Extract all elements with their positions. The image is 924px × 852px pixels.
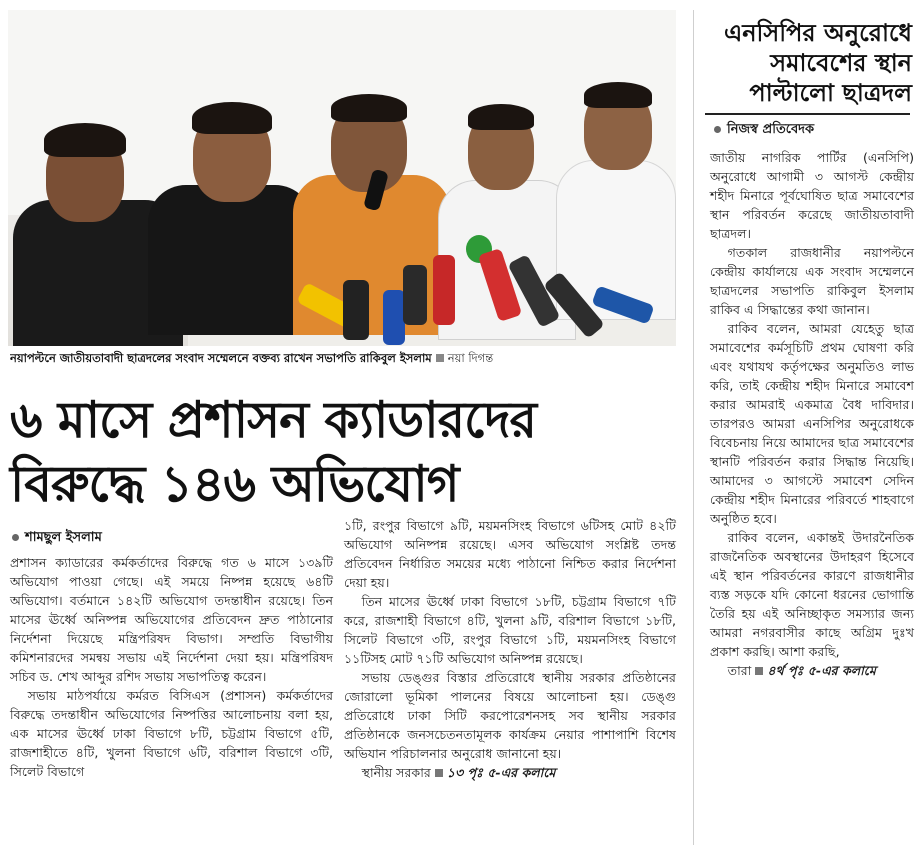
- continued-text: ১৩ পৃঃ ৫-এর কলামে: [446, 765, 556, 780]
- photo-person: [556, 80, 676, 320]
- article-paragraph: সভায় মাঠপর্যায়ে কর্মরত বিসিএস (প্রশাসন) কর্মকর্তাদের বিরুদ্ধে তদন্তাধীন অভিযোগের নিষ্পত্তির আলোচনায় বলা হয়, এক মাসের ঊর্ধ্বে ঢাকা বিভাগে ৮টি, চট্টগ্রাম বিভাগে ৫টি, রাজশাহীতে ৪টি, খুলনা বিভাগে ৬টি, বরিশাল বিভাগে ৩টি, সিলেট বিভাগে: [10, 688, 333, 779]
- side-byline: [714, 120, 814, 141]
- press-conference-photo: [8, 10, 676, 346]
- article-paragraph: রাকিব বলেন, আমরা যেহেতু ছাত্র সমাবেশের কর্মসূচিটি প্রথম ঘোষণা করি এবং যথাযথ কর্তৃপক্ষের অনুমতিও লাভ করি, তাই কেন্দ্রীয় শহীদ মিনারে সমাবেশ করার আমরাই একমাত্র বৈধ দাবিদার। তারপরও আমরা এনসিপির অনুরোধকে বিবেচনায় নিয়ে আমাদের ছাত্র সমাবেশের স্থানটি পরিবর্তন করার সিদ্ধান্ত নিয়েছি। আমাদের ৩ আগস্টে সমাবেশ সেদিন কেন্দ্রীয় শহীদ মিনারের পরিবর্তে শাহবাগে অনুষ্ঠিত হবে।: [710, 321, 914, 526]
- side-headline: [700, 18, 912, 108]
- article-paragraph: সভায় ডেঙ্গুর বিস্তার প্রতিরোধে স্থানীয় সরকার প্রতিষ্ঠানের জোরালো ভূমিকা পালনের বিষয়ে আলোচনা হয়। ডেঙ্গু প্রতিরোধে ঢাকা সিটি করপোরেশনসহ সব স্থানীয় সরকার প্রতিষ্ঠানকে জনসচেতনতামূলক কার্যক্রম নেয়ার পাশাপাশি বিশেষ অভিযান পরিচালনার অনুরোধ জানানো হয়।: [344, 670, 676, 761]
- article-column-1: [10, 553, 333, 781]
- square-bullet-icon: [435, 769, 443, 777]
- photo-credit: নয়া দিগন্ত: [447, 351, 494, 365]
- square-bullet-icon: [436, 354, 444, 362]
- headline-line: ৬ মাসে প্রশাসন ক্যাডারদের: [10, 390, 537, 449]
- article-paragraph: তিন মাসের ঊর্ধ্বে ঢাকা বিভাগে ১৮টি, চট্টগ্রাম বিভাগে ৭টি করে, রাজশাহী বিভাগে ৪টি, খুলনা ৯টি, বরিশাল বিভাগে ১৮টি, সিলেট বিভাগে ৩টি, রংপুর বিভাগে ১টি, ময়মনসিংহ বিভাগে ১১টিসহ মোট ৭১টি অভিযোগ অনিষ্পন্ন রয়েছে।: [344, 594, 676, 666]
- headline-line: এনসিপির অনুরোধে: [723, 18, 912, 47]
- continued-link[interactable]: [751, 663, 876, 678]
- headline-rule: [705, 113, 910, 115]
- bullet-icon: [714, 126, 721, 133]
- headline-line: বিরুদ্ধে ১৪৬ অভিযোগ: [10, 454, 459, 513]
- article-tail: তারা: [727, 663, 752, 678]
- microphone: [383, 290, 405, 345]
- main-byline: [12, 528, 102, 549]
- column-divider: [693, 10, 694, 845]
- headline-line: পাল্টালো ছাত্রদল: [749, 78, 912, 107]
- byline-name: শামছুল ইসলাম: [25, 530, 102, 545]
- continued-link[interactable]: [431, 765, 556, 780]
- caption-text: নয়াপল্টনে জাতীয়তাবাদী ছাত্রদলের সংবাদ সম্মেলনে বক্তব্য রাখেন সভাপতি রাকিবুল ইসলাম: [10, 351, 432, 365]
- microphone: [403, 265, 427, 325]
- article-column-2: [344, 516, 676, 782]
- article-tail: স্থানীয় সরকার: [361, 765, 431, 780]
- continued-text: ৪র্থ পৃঃ ৫-এর কলামে: [767, 663, 876, 678]
- article-paragraph: ১টি, রংপুর বিভাগে ৯টি, ময়মনসিংহ বিভাগে ৬টিসহ মোট ৪২টি অভিযোগ অনিষ্পন্ন রয়েছে। এসব অভিযোগ সংশ্লিষ্ট তদন্ত প্রতিবেদন নির্ধারিত সময়ের মধ্যে পাঠানো নিশ্চিত করার নির্দেশনা দেয়া হয়।: [344, 518, 676, 590]
- microphone: [433, 255, 455, 325]
- photo-caption: [10, 350, 678, 368]
- main-headline: [10, 388, 670, 516]
- article-paragraph: জাতীয় নাগরিক পার্টির (এনসিপি) অনুরোধে আগামী ৩ আগস্ট কেন্দ্রীয় শহীদ মিনারে পূর্বঘোষিত ছাত্র সমাবেশের স্থান পরিবর্তন করেছে জাতীয়তাবাদী ছাত্রদল।: [710, 150, 914, 241]
- article-paragraph: রাকিব বলেন, একান্তই উদারনৈতিক রাজনৈতিক অবস্থানের উদাহরণ হিসেবে এই স্থান পরিবর্তনের কারণে রাজধানীর ব্যস্ত সড়কে যদি কোনো ধরনের ভোগান্তি তৈরি হয় এই অনিচ্ছাকৃত সমস্যার জন্য আমরা নগরবাসীর কাছে অগ্রিম দুঃখ প্রকাশ করছি। আশা করছি,: [710, 530, 914, 659]
- bullet-icon: [12, 534, 19, 541]
- article-paragraph: গতকাল রাজধানীর নয়াপল্টনে কেন্দ্রীয় কার্যালয়ে এক সংবাদ সম্মেলনে ছাত্রদলের সভাপতি রাকিবুল ইসলাম রাকিব এ সিদ্ধান্তের কথা জানান।: [710, 245, 914, 317]
- microphone: [343, 280, 369, 340]
- side-article-column: [710, 148, 914, 680]
- headline-line: সমাবেশের স্থান: [770, 48, 912, 77]
- byline-name: নিজস্ব প্রতিবেদক: [727, 122, 815, 137]
- square-bullet-icon: [755, 667, 763, 675]
- article-paragraph: প্রশাসন ক্যাডারের কর্মকর্তাদের বিরুদ্ধে গত ৬ মাসে ১৩৯টি অভিযোগ পাওয়া গেছে। এই সময়ে নিষ্পন্ন হয়েছে ৬৪টি অভিযোগ। বর্তমানে ১৪২টি অভিযোগ তদন্তাধীন রয়েছে। তিন মাসের ঊর্ধ্বে অনিষ্পন্ন অভিযোগের প্রতিবেদন দ্রুত পাঠানোর নির্দেশনা দিয়েছে মন্ত্রিপরিষদ বিভাগ। সম্প্রতি বিভাগীয় কমিশনারদের সমন্বয় সভায় এই নির্দেশনা দেয়া হয়। মন্ত্রিপরিষদ সচিব ড. শেখ আব্দুর রশিদ সভায় সভাপতিত্ব করেন।: [10, 555, 333, 684]
- article-paragraph: [344, 763, 676, 782]
- article-paragraph: [710, 661, 914, 680]
